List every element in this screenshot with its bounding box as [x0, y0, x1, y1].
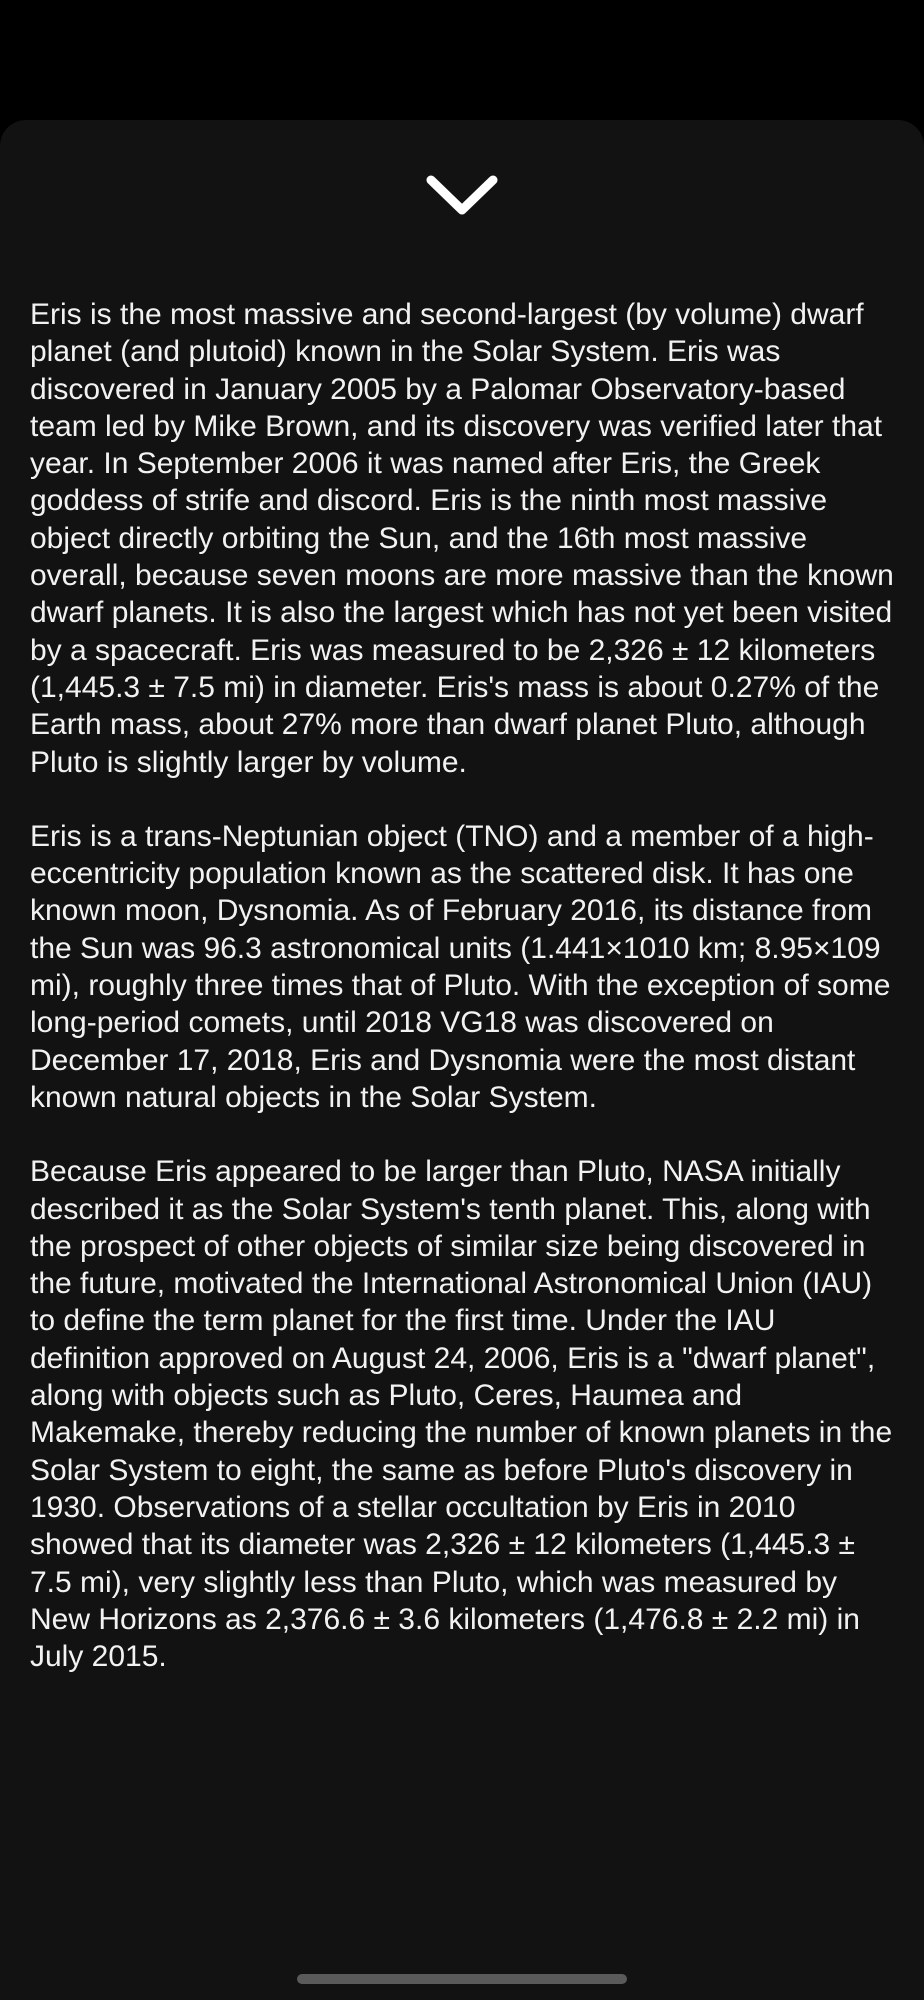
chevron-down-icon [425, 172, 499, 218]
paragraph-3: Because Eris appeared to be larger than Pluto, NASA initially described it as the Solar System's tenth planet. This, along with the prospect of other objects of similar size being discovered in the future, motivated the International Astronomical Union (IAU) to define the term planet for the first time. Under the IAU definition approved on August 24, 2006, Eris is a "dwarf planet", along with objects such as Pluto, Ceres, Haumea and Makemake, thereby reducing the number of known planets in the Solar System to eight, the same as before Pluto's discovery in 1930. Observations of a stellar occultation by Eris in 2010 showed that its diameter was 2,326 ± 12 kilometers (1,445.3 ± 7.5 mi), very slightly less than Pluto, which was measured by New Horizons as 2,376.6 ± 3.6 kilometers (1,476.8 ± 2.2 mi) in July 2015. [30, 1155, 893, 1674]
paragraph-1: Eris is the most massive and second-largest (by volume) dwarf planet (and plutoid) known in the Solar System. Eris was discovered in January 2005 by a Palomar Observatory-based team led by Mike Brown, and its discovery was verified later that year. In September 2006 it was named after Eris, the Greek goddess of strife and discord. Eris is the ninth most massive object directly orbiting the Sun, and the 16th most massive overall, because seven moons are more massive than the known dwarf planets. It is also the largest which has not yet been visited by a spacecraft. Eris was measured to be 2,326 ± 12 kilometers (1,445.3 ± 7.5 mi) in diameter. Eris's mass is about 0.27% of the Earth mass, about 27% more than dwarf planet Pluto, although Pluto is slightly larger by volume. [30, 298, 894, 779]
article-text [30, 296, 900, 1712]
bottom-sheet [0, 120, 924, 2000]
paragraph-2: Eris is a trans-Neptunian object (TNO) and a member of a high-eccentricity population known as the scattered disk. It has one known moon, Dysnomia. As of February 2016, its distance from the Sun was 96.3 astronomical units (1.441×1010 km; 8.95×109 mi), roughly three times that of Pluto. With the exception of some long-period comets, until 2018 VG18 was discovered on December 17, 2018, Eris and Dysnomia were the most distant known natural objects in the Solar System. [30, 819, 891, 1114]
home-indicator[interactable] [297, 1974, 627, 1984]
dismiss-button[interactable] [412, 160, 512, 230]
